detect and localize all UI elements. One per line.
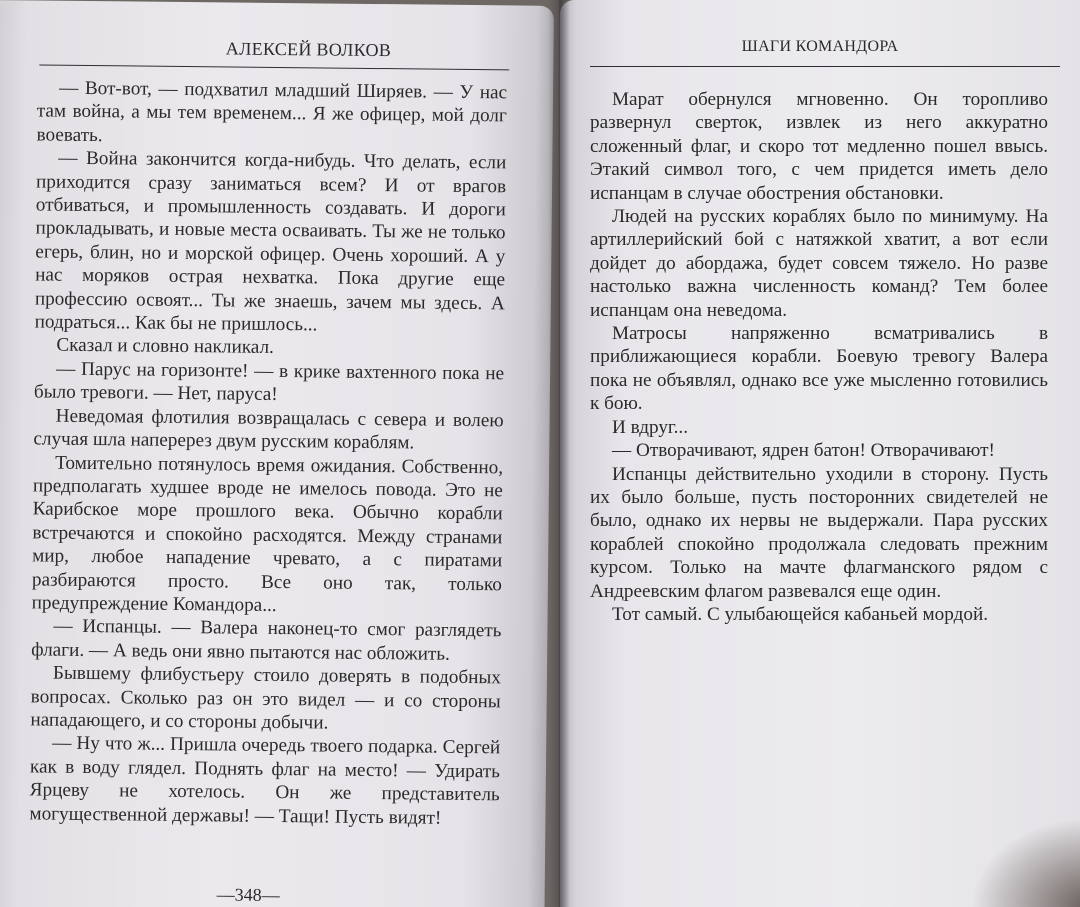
right-page (560, 0, 1080, 907)
left-running-header: АЛЕКСЕЙ ВОЛКОВ (225, 38, 392, 61)
right-header-rule (590, 66, 1060, 67)
paragraph: — Испанцы. — Валера наконец-то смог разглядеть флаги. — А ведь они явно пытаются нас обложить. (31, 616, 502, 665)
paragraph: Тот самый. С улыбающейся кабаньей мордой. (612, 603, 989, 625)
paragraph: Матросы напряженно всматривались в приближающиеся корабли. Боевую тревогу Валера пока не объявлял, однако все уже мысленно готовились к бою. (590, 323, 1048, 415)
left-body-text (29, 76, 507, 830)
paragraph: Сказал и словно накликал. (56, 335, 274, 359)
paragraph: Бывшему флибустьеру стоило доверять в подобных вопросах. Сколько раз он это видел — и со стороны нападающего, и со стороны добычи. (30, 662, 502, 734)
paragraph: Испанцы действительно уходили в сторону. Пусть их было больше, пусть посторонних свидетелей не было, однако их нервы не выдержали. Пара русских кораблей спокойно продолжала следовать прежним курсом. Только на мачте флагманского рядом с Андреевским флагом развевался еще один. (590, 463, 1048, 602)
paragraph: И вдруг... (612, 416, 689, 438)
paragraph: Людей на русских кораблях было по минимуму. На артиллерийский бой с натяжкой хватит, а вот если дойдет до абордажа, будет совсем тяжело. Но разве настолько важна численность команд? Тем более испанцам она неведома. (590, 206, 1048, 321)
right-body-text (590, 88, 1048, 626)
paragraph: Томительно потянулось время ожидания. Собственно, предполагать худшее вроде не имелось повода. Это не Карибское море прошлого века. Обычно корабли встречаются и спокойно расходятся. Между странами мир, любое нападение чревато, а с пиратами разбираются просто. Все оно так, только предупреждение Командора... (31, 452, 504, 616)
right-running-header: ШАГИ КОМАНДОРА (741, 38, 899, 55)
left-header-rule (39, 64, 509, 70)
page-number: —348— (216, 884, 280, 906)
paragraph: Марат обернулся мгновенно. Он торопливо развернул сверток, извлек из него аккуратно сложенный флаг, и скоро тот медленно пошел ввысь. Этакий символ того, с чем придется иметь дело испанцам в случае обострения обстановки. (590, 89, 1048, 204)
paragraph: — Отворачивают, ядрен батон! Отворачивают! (612, 440, 995, 462)
paragraph: — Война закончится когда-нибудь. Что делать, если приходится сразу заниматься всем? И от врагов отбиваться, и промышленность создавать. И дороги прокладывать, и новые места осваивать. Ты же не только егерь, блин, но и морской офицер. Очень хороший. А у нас моряков острая нехватка. Пока другие еще профессию освоят... Ты же знаешь, зачем мы здесь. А подраться... Как бы не пришлось... (34, 147, 507, 336)
paragraph: — Вот-вот, — подхватил младший Ширяев. — У нас там война, а мы тем временем... Я же офицер, мой долг воевать. (36, 77, 508, 146)
page-corner-shadow (970, 817, 1080, 907)
paragraph: — Ну что ж... Пришла очередь твоего подарка. Сергей как в воду глядел. Поднять флаг на место! — Удирать Ярцеву не хотелось. Он же представитель могущественной державы! — Тащи! Пусть видят! (29, 733, 501, 829)
paragraph: Неведомая флотилия возвращалась с севера и волею случая шла наперерез двум русским кораблям. (33, 405, 504, 454)
paragraph: — Парус на горизонте! — в крике вахтенного пока не было тревоги. — Нет, паруса! (33, 358, 505, 406)
